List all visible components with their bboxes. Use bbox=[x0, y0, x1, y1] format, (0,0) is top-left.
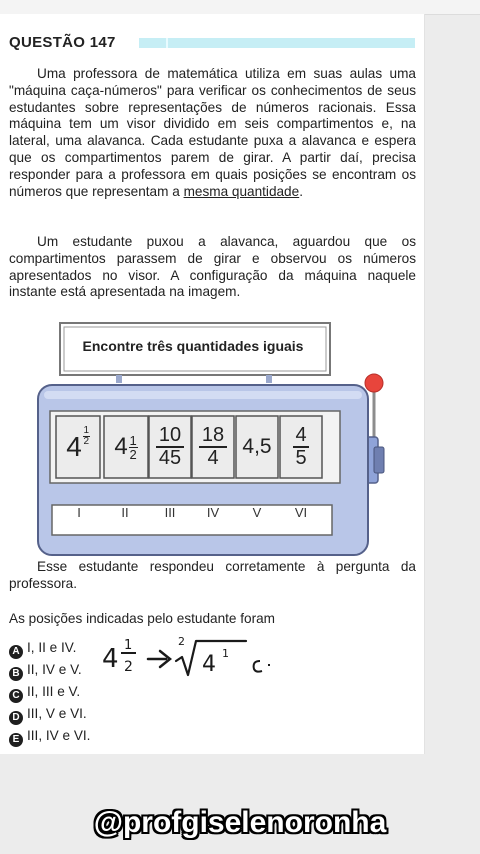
decimal-value: 4,5 bbox=[242, 435, 272, 458]
sign-post-right bbox=[266, 375, 272, 383]
lever-knob bbox=[365, 374, 383, 392]
option-c[interactable] bbox=[9, 683, 80, 701]
question-prompt: As posições indicadas pelo estudante foram bbox=[9, 611, 275, 626]
top-bar bbox=[0, 0, 480, 15]
option-letter-badge: B bbox=[9, 667, 23, 681]
position-label-5: V bbox=[252, 505, 262, 520]
mixed-fraction bbox=[129, 434, 138, 461]
reel-value-2 bbox=[106, 416, 146, 478]
header-bar bbox=[139, 38, 415, 48]
paragraph-intro-text: Uma professora de matemática utiliza em suas aulas uma "máquina caça-números" para verificar os conhecimentos de seus estudantes sobre representações de números racionais. Essa máquina tem um visor dividido em seis compartimentos e, na lateral, uma alavanca. Cada estudante puxa a alavanca e espera que os compartimentos parem de girar. A partir daí, precisa responder para a professora em quais posições se encontram os números que representam a bbox=[9, 66, 416, 199]
hw-whole: 4 bbox=[102, 644, 119, 674]
option-e[interactable] bbox=[9, 727, 90, 745]
paragraph-intro bbox=[9, 66, 416, 200]
hw-scribble bbox=[254, 661, 270, 672]
header-bar-notch bbox=[166, 38, 168, 48]
position-label-6: VI bbox=[294, 505, 308, 520]
numerator: 18 bbox=[201, 424, 225, 446]
option-text: III, IV e VI. bbox=[27, 728, 91, 743]
power-exponent bbox=[83, 426, 90, 447]
fraction bbox=[199, 425, 227, 469]
reel-value-3 bbox=[150, 416, 190, 478]
watermark-handle: @profgiselenoronha bbox=[93, 806, 387, 839]
sign-post-left bbox=[116, 375, 122, 383]
arrow-icon bbox=[148, 651, 170, 667]
reel-value-1 bbox=[58, 416, 98, 478]
hw-numerator: 1 bbox=[124, 638, 133, 653]
reel-value-4 bbox=[193, 416, 233, 478]
option-letter-badge: E bbox=[9, 733, 23, 747]
sign-text: Encontre três quantidades iguais bbox=[82, 338, 304, 354]
exponent-numerator: 1 bbox=[83, 424, 90, 436]
exponent-denominator: 2 bbox=[83, 435, 90, 447]
option-text: II, III e V. bbox=[27, 684, 81, 699]
mixed-whole: 4 bbox=[114, 433, 128, 460]
handwritten-annotation bbox=[100, 631, 280, 687]
option-letter-badge: C bbox=[9, 689, 23, 703]
paragraph-context: Um estudante puxou a alavanca, aguardou que os compartimentos parassem de girar e observou os números apresentados no visor. A configuração da máquina naquele instante está apresentada na imagem. bbox=[9, 234, 416, 300]
option-b[interactable] bbox=[9, 661, 82, 679]
mixed-numerator: 1 bbox=[129, 432, 137, 448]
hw-radicand: 4 bbox=[202, 652, 216, 677]
denominator: 45 bbox=[158, 447, 182, 469]
denominator: 4 bbox=[207, 447, 219, 469]
fraction bbox=[156, 425, 184, 469]
option-text: III, V e VI. bbox=[27, 706, 87, 721]
question-header bbox=[9, 34, 415, 54]
machine-body-highlight bbox=[44, 391, 362, 399]
fraction bbox=[293, 425, 309, 469]
denominator: 5 bbox=[295, 447, 307, 469]
option-text: II, IV e V. bbox=[27, 662, 82, 677]
underlined-phrase: mesma quantidade bbox=[183, 183, 300, 199]
paragraph-intro-end: . bbox=[299, 183, 303, 199]
option-letter-badge: A bbox=[9, 645, 23, 659]
hw-root-index: 2 bbox=[178, 635, 185, 648]
numerator: 4 bbox=[295, 424, 307, 446]
question-title: QUESTÃO 147 bbox=[9, 34, 116, 51]
position-label-1: I bbox=[77, 505, 81, 520]
hw-denominator: 2 bbox=[124, 659, 133, 675]
option-text: I, II e IV. bbox=[27, 640, 77, 655]
position-label-4: IV bbox=[206, 505, 220, 520]
question-page bbox=[0, 14, 425, 754]
paragraph-answer: Esse estudante respondeu corretamente à pergunta da professora. bbox=[9, 559, 416, 591]
lever-mount bbox=[374, 447, 384, 473]
position-label-2: II bbox=[121, 505, 129, 520]
position-label-3: III bbox=[164, 505, 176, 520]
power-base: 4 bbox=[66, 431, 82, 462]
option-a[interactable] bbox=[9, 639, 76, 657]
numerator: 10 bbox=[158, 424, 182, 446]
reel-value-5 bbox=[237, 416, 277, 478]
reel-value-6 bbox=[281, 416, 321, 478]
option-letter-badge: D bbox=[9, 711, 23, 725]
number-machine bbox=[36, 319, 390, 559]
option-d[interactable] bbox=[9, 705, 87, 723]
hw-exponent: 1 bbox=[222, 647, 229, 660]
mixed-denominator: 2 bbox=[129, 446, 137, 462]
